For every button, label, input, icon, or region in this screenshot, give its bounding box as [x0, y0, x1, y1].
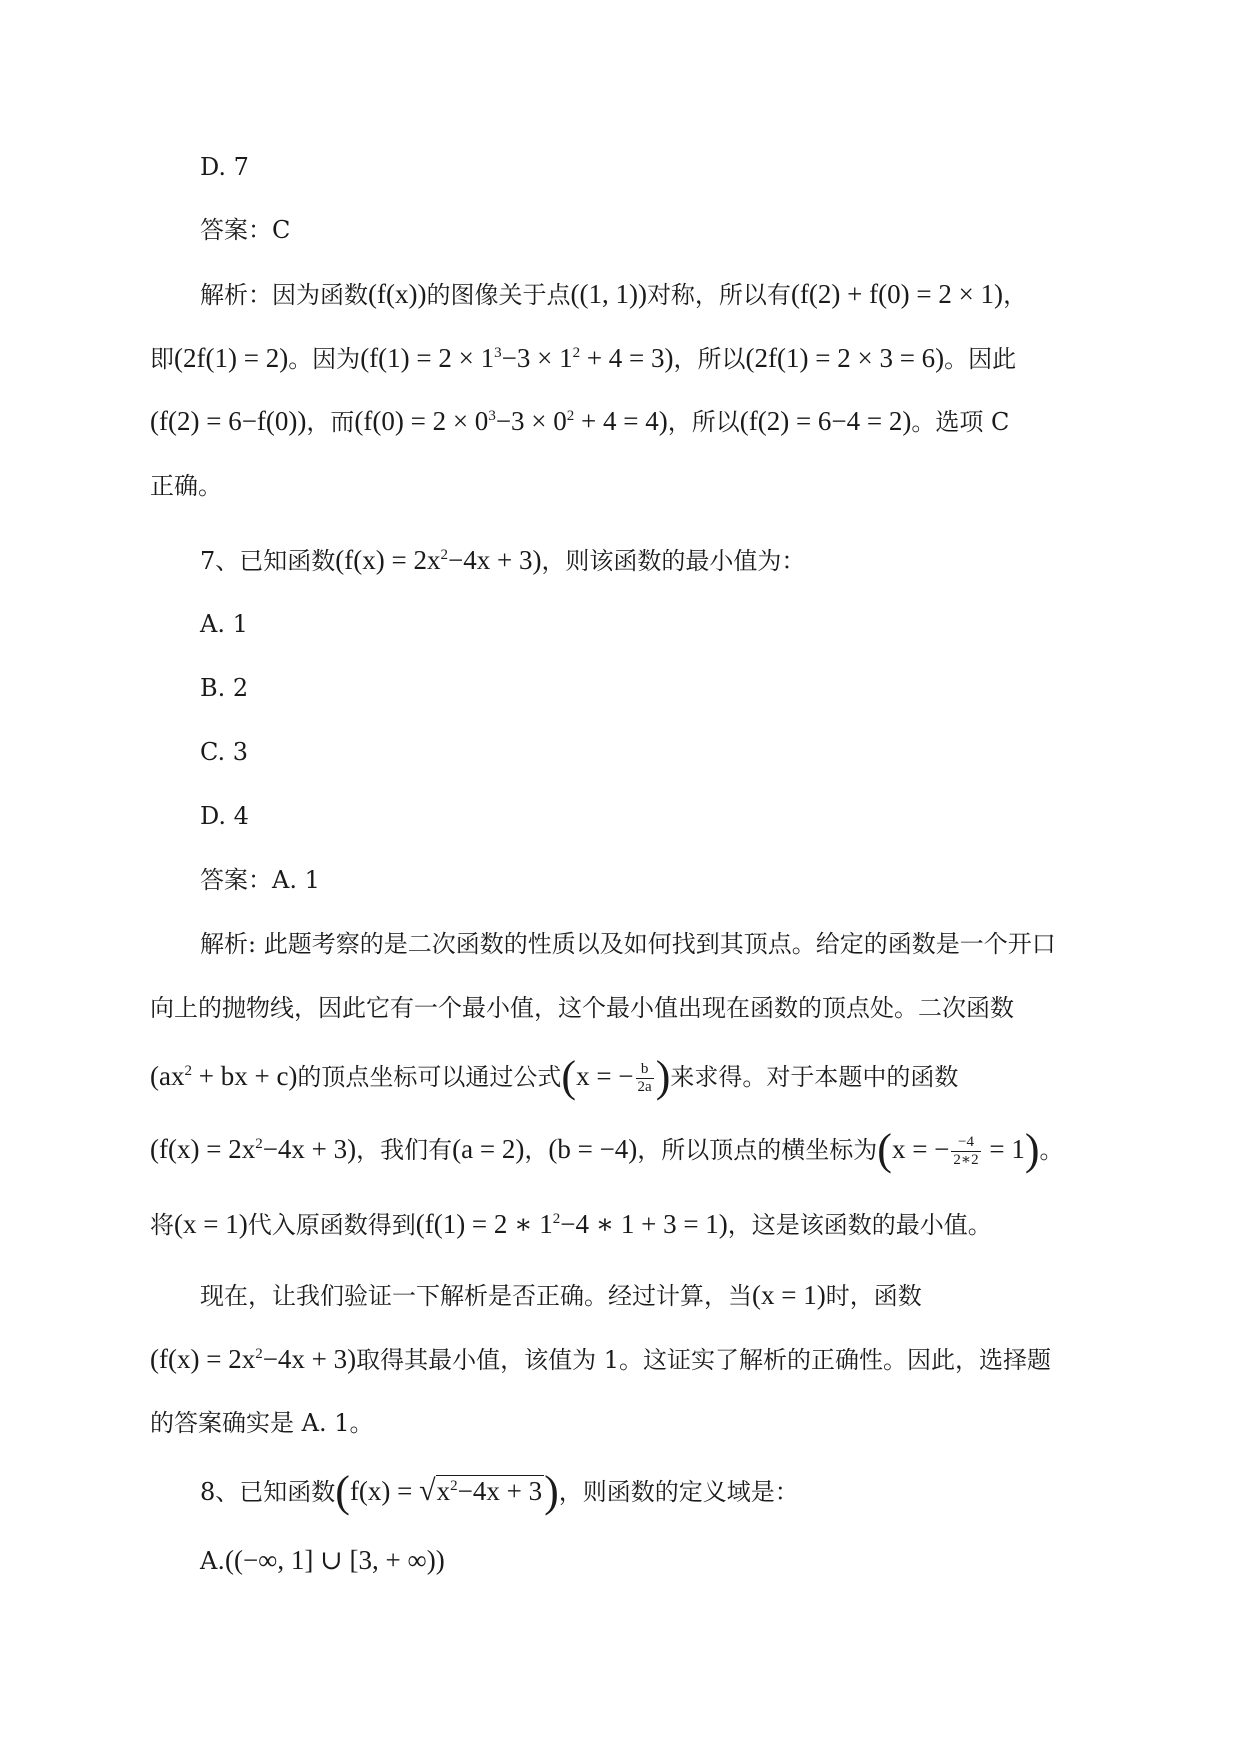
text: 的顶点坐标可以通过公式: [297, 1063, 562, 1091]
option-text: D. 4: [200, 802, 249, 830]
radical-sign-icon: √: [419, 1474, 436, 1507]
math: (f(x)): [368, 279, 427, 309]
math-part: (f(1) = 2 ∗ 1: [415, 1209, 553, 1239]
q7-answer: [200, 864, 320, 896]
q7-verify-line-2: [150, 1343, 1051, 1376]
text: 即: [150, 345, 174, 373]
math-part: −4x + 3): [262, 1134, 357, 1164]
exponent: 2: [255, 1346, 263, 1362]
text: ，我们有: [356, 1136, 453, 1164]
answer-value: C: [272, 216, 291, 244]
math-part: (f(1) = 2 × 1: [360, 343, 495, 373]
math-part: (f(x) = 2x: [335, 545, 441, 575]
math: (x = 1): [174, 1209, 248, 1239]
exponent: 2: [184, 1063, 192, 1079]
text: 来求得。对于本题中的函数: [670, 1063, 959, 1091]
math-expression: [360, 343, 673, 373]
text: 。因为: [288, 345, 361, 373]
math-part: −4x + 3: [457, 1476, 543, 1506]
fraction: [951, 1134, 980, 1169]
denominator: 2∗2: [953, 1152, 979, 1169]
option-text: A. 1: [200, 610, 248, 638]
math-expression: [150, 1134, 356, 1164]
math-part: (f(0) = 2 × 0: [354, 406, 489, 436]
q7-option-d: [200, 800, 249, 832]
question-text: 7、已知函数: [200, 547, 336, 575]
text: ，所以: [667, 408, 740, 436]
exponent: 3: [494, 345, 502, 361]
math: (a = 2): [452, 1134, 525, 1164]
numerator: −4: [951, 1134, 980, 1152]
q6-option-d: [200, 151, 249, 183]
q8-stem: [200, 1467, 799, 1516]
text: 解析：因为函数: [200, 281, 368, 309]
option-text: C. 3: [200, 738, 249, 766]
text: 将: [150, 1211, 174, 1239]
question-text: ，则该函数的最小值为：: [541, 547, 806, 575]
text: ，所以: [673, 345, 746, 373]
option-math: ((−∞, 1] ∪ [3, + ∞)): [224, 1545, 445, 1575]
text: ，: [1003, 281, 1028, 309]
q6-analysis-line-1: [200, 278, 1027, 311]
exponent: 2: [566, 408, 575, 424]
text: 向上的抛物线，因此它有一个最小值，这个最小值出现在函数的顶点处。二次函数: [150, 994, 1014, 1022]
q7-verify-line-3: [150, 1407, 374, 1439]
answer-label: 答案：: [200, 866, 272, 894]
text: 的图像关于点: [426, 281, 571, 309]
exponent: 2: [572, 345, 581, 361]
q7-analysis-line-1: [200, 928, 1056, 960]
vertex-x-formula: [877, 1125, 1040, 1174]
math-part: (ax: [150, 1061, 185, 1091]
math-expression: [416, 1209, 728, 1239]
q7-option-c: [200, 736, 248, 768]
text: ，所以顶点的横坐标为: [637, 1136, 878, 1164]
function-definition: [335, 1467, 559, 1516]
q6-answer: [200, 214, 290, 246]
math-part: −3 × 0: [495, 406, 567, 436]
math-part: x = −: [891, 1134, 950, 1164]
right-paren: ): [655, 1052, 671, 1101]
q7-option-a: [200, 608, 248, 640]
math-part: + bx + c): [191, 1061, 298, 1091]
left-paren: (: [561, 1052, 577, 1101]
exponent: 2: [552, 1211, 561, 1227]
vertex-formula: [561, 1052, 671, 1101]
math-part: x: [436, 1476, 451, 1506]
text: 代入原函数得到: [247, 1211, 416, 1239]
text: ，这是该函数的最小值。: [727, 1211, 992, 1239]
math: (f(2) + f(0) = 2 × 1): [790, 279, 1004, 309]
math-part: −3 × 1: [501, 343, 573, 373]
left-paren: (: [877, 1125, 892, 1174]
math-part: −4 ∗ 1 + 3 = 1): [560, 1209, 728, 1239]
math-part: (f(x) = 2x: [150, 1134, 256, 1164]
q7-analysis-line-4: [150, 1125, 1064, 1174]
radicand: [436, 1475, 544, 1506]
option-text: D. 7: [200, 153, 249, 181]
math: (2f(1) = 2 × 3 = 6): [745, 343, 945, 373]
denominator: 2a: [637, 1079, 652, 1096]
math: (2f(1) = 2): [174, 343, 289, 373]
square-root: [419, 1475, 544, 1507]
q6-analysis-line-4: [150, 470, 222, 502]
math: (f(2) = 6−f(0)): [150, 406, 307, 436]
left-paren: (: [335, 1467, 350, 1516]
right-paren: ): [544, 1467, 559, 1516]
math-expression: [150, 1344, 356, 1374]
q7-analysis-line-2: [150, 992, 1014, 1024]
math-part: f(x) =: [349, 1476, 420, 1506]
math-part: (f(x) = 2x: [150, 1344, 256, 1374]
math-part: x = −: [576, 1061, 634, 1091]
q6-analysis-line-2: [150, 342, 1016, 375]
answer-value: A. 1: [272, 866, 320, 894]
q8-option-a: [200, 1544, 445, 1577]
right-paren: ): [1024, 1125, 1040, 1174]
q7-option-b: [200, 672, 248, 704]
q6-analysis-line-3: [150, 405, 1009, 438]
math-expression: [150, 1061, 297, 1091]
q7-analysis-line-3: [150, 1052, 959, 1101]
question-text: 8、已知函数: [200, 1478, 336, 1506]
text: 取得其最小值，该值为 1。这证实了解析的正确性。因此，选择题: [356, 1346, 1052, 1374]
q7-stem: [200, 544, 805, 577]
text: ，而: [306, 408, 355, 436]
exponent: 3: [488, 408, 496, 424]
math-expression: [335, 545, 541, 575]
math-part: −4x + 3): [447, 545, 542, 575]
option-label: A.: [200, 1547, 225, 1575]
question-text: ，则函数的定义域是：: [558, 1478, 799, 1506]
text: 对称，所以有: [646, 281, 791, 309]
text: ，: [524, 1136, 549, 1164]
math: (x = 1): [752, 1280, 826, 1310]
exponent: 2: [440, 547, 448, 563]
text: 解析: 此题考察的是二次函数的性质以及如何找到其顶点。给定的函数是一个开口: [200, 930, 1056, 958]
text: 。选项 C: [911, 408, 1010, 436]
text: 。因此: [944, 345, 1017, 373]
math-part: −4x + 3): [262, 1344, 357, 1374]
math-part: = 1: [982, 1134, 1025, 1164]
text: 正确。: [150, 472, 222, 500]
math: (b = −4): [548, 1134, 638, 1164]
fraction: [636, 1061, 654, 1096]
exponent: 2: [450, 1478, 458, 1494]
text: 现在，让我们验证一下解析是否正确。经过计算，当: [200, 1282, 752, 1310]
math-part: + 4 = 4): [574, 406, 668, 436]
numerator: b: [636, 1061, 654, 1079]
math-part: + 4 = 3): [580, 343, 674, 373]
text: 时，函数: [825, 1282, 922, 1310]
answer-label: 答案：: [200, 216, 272, 244]
text: 。: [1039, 1136, 1064, 1164]
q7-verify-line-1: [200, 1279, 922, 1312]
math: (f(2) = 6−4 = 2): [739, 406, 912, 436]
math-expression: [354, 406, 667, 436]
option-text: B. 2: [200, 674, 249, 702]
exponent: 2: [255, 1136, 263, 1152]
math: ((1, 1)): [570, 279, 647, 309]
q7-analysis-line-5: [150, 1208, 992, 1241]
text: 的答案确实是 A. 1。: [150, 1409, 374, 1437]
